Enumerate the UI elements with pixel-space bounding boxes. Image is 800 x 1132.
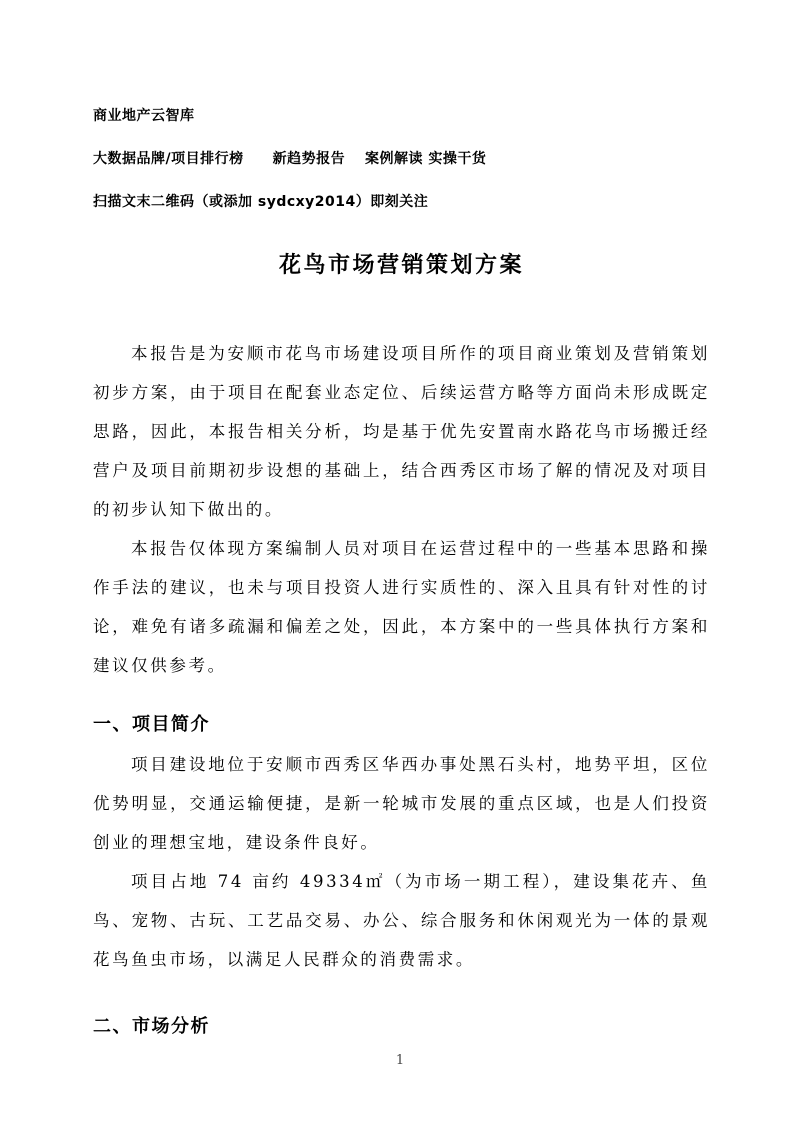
header-brand: 商业地产云智库: [93, 108, 195, 124]
section1-paragraph-1: 项目建设地位于安顺市西秀区华西办事处黑石头村，地势平坦，区位优势明显，交通运输便捷，是新一轮城市发展的重点区域，也是人们投资创业的理想宝地，建设条件良好。: [93, 755, 710, 852]
document-header: [93, 108, 710, 210]
document-title: 花鸟市场营销策划方案: [278, 253, 524, 278]
page-number: 1: [395, 1053, 405, 1068]
header-tagline: 大数据品牌/项目排行榜 新趋势报告 案例解读 实操干货: [93, 151, 487, 167]
section-heading-project-intro: 一、项目简介: [93, 714, 210, 735]
section1-paragraph-2: 项目占地 74 亩约 49334㎡（为市场一期工程），建设集花卉、鱼鸟、宠物、古玩、工艺品交易、办公、综合服务和休闲观光为一体的景观花鸟鱼虫市场，以满足人民群众的消费需求。: [93, 872, 710, 969]
header-subscribe-note: 扫描文末二维码（或添加 sydcxy2014）即刻关注: [93, 194, 429, 210]
intro-paragraph-2: 本报告仅体现方案编制人员对项目在运营过程中的一些基本思路和操作手法的建议，也未与项目投资人进行实质性的、深入且具有针对性的讨论，难免有诸多疏漏和偏差之处，因此，本方案中的一些具体执行方案和建议仅供参考。: [93, 539, 710, 675]
intro-paragraph-1: 本报告是为安顺市花鸟市场建设项目所作的项目商业策划及营销策划初步方案，由于项目在配套业态定位、后续运营方略等方面尚未形成既定思路，因此，本报告相关分析，均是基于优先安置南水路花鸟市场搬迁经营户及项目前期初步设想的基础上，结合西秀区市场了解的情况及对项目的初步认知下做出的。: [93, 344, 710, 519]
section-heading-market-analysis: 二、市场分析: [93, 1016, 210, 1037]
